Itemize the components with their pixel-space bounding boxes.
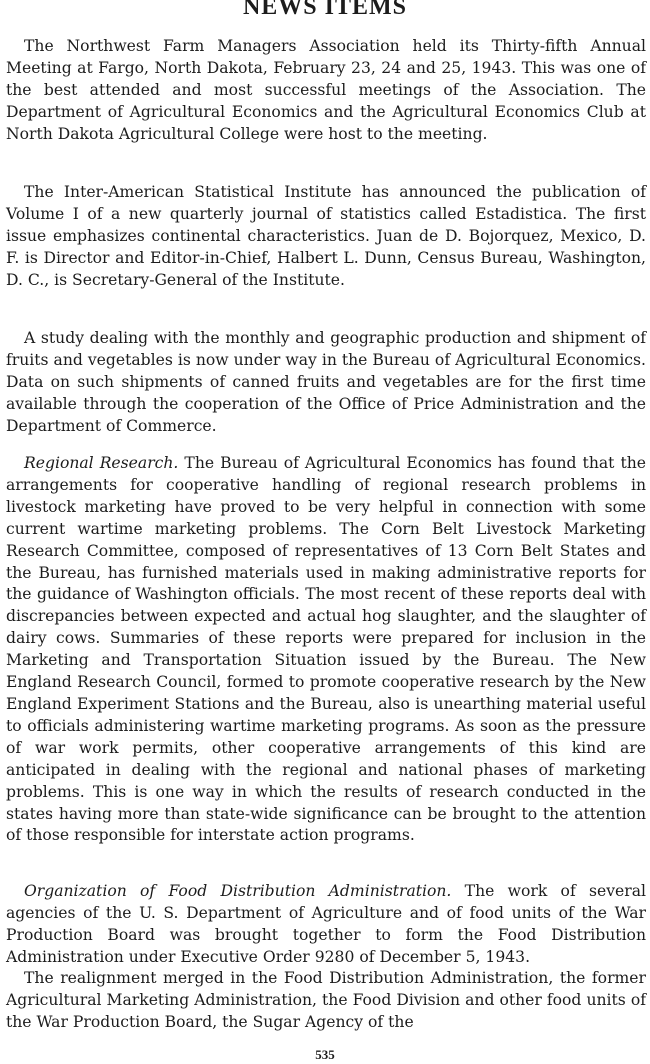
paragraph-text: The Inter-American Statistical Institute has announced the publication of Volume I of a new quarterly journal of statistics called Estadistica. The first issue emphasizes continental characteristics. Juan de D. Bojorquez, Mexico, D. F. is Director and Editor-in-Chief, Halbert L. Dunn, Census Bureau, Washington, D. C., is Secretary-General of the Institute. bbox=[6, 183, 646, 289]
paragraph-lead: Organization of Food Distribution Administration. bbox=[24, 882, 452, 900]
paragraph-text: The work of several agencies of the U. S. Department of Agriculture and of food units of the War Production Board was brought together to form the Food Distribution Administration under Executive Order 9280 of December 5, 1943. bbox=[6, 882, 647, 966]
news-paragraph-farm-managers bbox=[6, 36, 646, 146]
paragraph-text: A study dealing with the monthly and geographic production and shipment of fruits and vegetables is now under way in the Bureau of Agricultural Economics. Data on such shipments of canned fruits and vegetables are for the first time available through the cooperation of the Office of Price Administration and the Department of Commerce. bbox=[6, 329, 646, 435]
news-paragraph-food-distribution bbox=[6, 881, 646, 969]
paragraph-text: The Bureau of Agricultural Economics has found that the arrangements for cooperative handling of regional research problems in livestock marketing have proved to be very helpful in connection with some current wartime marketing problems. The Corn Belt Livestock Marketing Research Committee, composed of representatives of 13 Corn Belt States and the Bureau, has furnished materials used in making administrative reports for the guidance of Washington officials. The most recent of these reports deal with discrepancies between expected and actual hog slaughter, and the slaughter of dairy cows. Summaries of these reports were prepared for inclusion in the Marketing and Transportation Situation issued by the Bureau. The New England Research Council, formed to promote cooperative research by the New England Experiment Stations and the Bureau, also is unearthing material useful to officials administering wartime marketing programs. As soon as the pressure of war work permits, other cooperative arrangements of this kind are anticipated in dealing with the regional and national phases of marketing problems. This is one way in which the results of research conducted in the states having more than state-wide significance can be brought to the attention of those responsible for interstate action programs. bbox=[6, 454, 646, 845]
page-number: 535 bbox=[315, 1047, 335, 1062]
paragraph-text: The Northwest Farm Managers Association held its Thirty-fifth Annual Meeting at Fargo, North Dakota, February 23, 24 and 25, 1943. This was one of the best attended and most successful meetings of the Association. The Department of Agricultural Economics and the Agricultural Economics Club at North Dakota Agricultural College were host to the meeting. bbox=[6, 37, 646, 143]
news-paragraph-fruits-vegetables bbox=[6, 328, 646, 438]
news-paragraph-statistical-institute bbox=[6, 182, 646, 292]
news-paragraph-realignment bbox=[6, 968, 646, 1034]
paragraph-lead: Regional Research. bbox=[24, 454, 179, 472]
news-paragraph-regional-research bbox=[6, 453, 646, 847]
paragraph-text: The realignment merged in the Food Distribution Administration, the former Agricultural Marketing Administration, the Food Division and other food units of the War Production Board, the Sugar Agency of the bbox=[6, 969, 646, 1031]
section-heading: NEWS ITEMS bbox=[242, 0, 408, 20]
